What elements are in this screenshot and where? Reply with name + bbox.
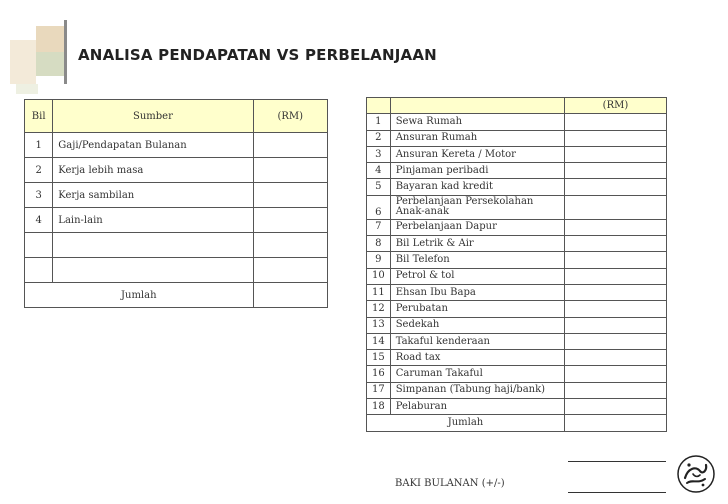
expense-row [367,195,667,219]
expense-row-label: Pinjaman peribadi [390,163,564,179]
expense-row [367,130,667,146]
expense-row-label: Takaful kenderaan [390,333,564,349]
expense-row-no: 7 [367,219,391,235]
expense-row-amount [564,130,666,146]
expense-row-no: 1 [367,114,391,130]
expense-row [367,382,667,398]
decor-block [36,26,64,52]
expense-row-amount [564,399,666,415]
expense-row-amount [564,195,666,219]
expense-row [367,114,667,130]
expense-total-amount [564,415,666,431]
decor-block [16,84,38,94]
expense-row [367,236,667,252]
income-row-amount [253,183,327,208]
expense-row-label: Bayaran kad kredit [390,179,564,195]
expense-row-label: Caruman Takaful [390,366,564,382]
expense-row-label: Ansuran Kereta / Motor [390,146,564,162]
expense-row-no: 17 [367,382,391,398]
expense-row [367,333,667,349]
expense-row-no: 2 [367,130,391,146]
balance-line [568,461,666,462]
expense-row [367,179,667,195]
expense-row-no: 5 [367,179,391,195]
expense-row-label: Ehsan Ibu Bapa [390,284,564,300]
income-row [25,208,328,233]
expense-row-no: 4 [367,163,391,179]
expense-row-no: 10 [367,268,391,284]
expense-row-label: Perbelanjaan Dapur [390,219,564,235]
expense-row-label: Simpanan (Tabung haji/bank) [390,382,564,398]
expense-row-no: 8 [367,236,391,252]
expense-row [367,301,667,317]
income-row [25,258,328,283]
expense-header-no [367,98,391,114]
income-row-no [25,233,53,258]
expense-row [367,163,667,179]
balance-line [568,492,666,493]
income-row [25,233,328,258]
expense-row-amount [564,114,666,130]
expense-row-label: Pelaburan [390,399,564,415]
expense-row-amount [564,146,666,162]
decor-block [10,40,36,84]
expense-row [367,219,667,235]
expense-row-no: 6 [367,195,391,219]
expense-table [366,97,667,432]
expense-row-label: Perbelanjaan Persekolahan Anak-anak [390,195,564,219]
expense-header-item [390,98,564,114]
income-header-source: Sumber [53,100,253,133]
expense-row [367,146,667,162]
decor-bar [64,20,67,84]
income-table [24,99,328,308]
expense-row-label: Ansuran Rumah [390,130,564,146]
income-row [25,133,328,158]
expense-row-no: 11 [367,284,391,300]
expense-row-amount [564,301,666,317]
income-total-amount [253,283,327,308]
expense-row-amount [564,333,666,349]
income-row-no [25,258,53,283]
expense-row-no: 15 [367,350,391,366]
expense-row-label: Bil Telefon [390,252,564,268]
expense-row-amount [564,284,666,300]
expense-row-no: 3 [367,146,391,162]
expense-total-row [367,415,667,431]
income-header-row [25,100,328,133]
expense-row-no: 14 [367,333,391,349]
calligraphy-logo-icon [676,454,716,494]
expense-header-row [367,98,667,114]
expense-total-label: Jumlah [367,415,565,431]
income-row-amount [253,258,327,283]
income-row-label [53,233,253,258]
expense-row-amount [564,382,666,398]
expense-row [367,317,667,333]
income-row-no: 3 [25,183,53,208]
expense-row-amount [564,252,666,268]
income-row-no: 4 [25,208,53,233]
income-row-no: 1 [25,133,53,158]
expense-header-amount: (RM) [564,98,666,114]
expense-row-label: Bil Letrik & Air [390,236,564,252]
expense-row-no: 9 [367,252,391,268]
expense-row-amount [564,366,666,382]
income-row-amount [253,208,327,233]
expense-row [367,366,667,382]
expense-row [367,268,667,284]
expense-row-label: Road tax [390,350,564,366]
expense-row-amount [564,163,666,179]
monthly-balance-label: BAKI BULANAN (+/-) [395,478,505,489]
expense-row-label: Sewa Rumah [390,114,564,130]
income-row-amount [253,158,327,183]
expense-row [367,399,667,415]
expense-row-amount [564,268,666,284]
income-row [25,158,328,183]
income-row-amount [253,133,327,158]
expense-row-amount [564,317,666,333]
expense-row-amount [564,350,666,366]
expense-row-amount [564,179,666,195]
income-header-no: Bil [25,100,53,133]
income-row-amount [253,233,327,258]
expense-row-label: Sedekah [390,317,564,333]
page-title: ANALISA PENDAPATAN VS PERBELANJAAN [78,46,437,64]
income-total-label: Jumlah [25,283,254,308]
expense-row-label: Perubatan [390,301,564,317]
expense-row-amount [564,219,666,235]
income-row-label: Kerja sambilan [53,183,253,208]
expense-row-no: 16 [367,366,391,382]
income-row-no: 2 [25,158,53,183]
expense-row-no: 12 [367,301,391,317]
expense-row-label: Petrol & tol [390,268,564,284]
expense-row-no: 13 [367,317,391,333]
income-total-row [25,283,328,308]
expense-row [367,252,667,268]
income-header-amount: (RM) [253,100,327,133]
income-row-label: Lain-lain [53,208,253,233]
expense-row [367,284,667,300]
expense-row-no: 18 [367,399,391,415]
income-row-label: Kerja lebih masa [53,158,253,183]
income-row [25,183,328,208]
expense-row [367,350,667,366]
income-row-label: Gaji/Pendapatan Bulanan [53,133,253,158]
expense-row-amount [564,236,666,252]
decor-block [36,52,66,76]
income-row-label [53,258,253,283]
